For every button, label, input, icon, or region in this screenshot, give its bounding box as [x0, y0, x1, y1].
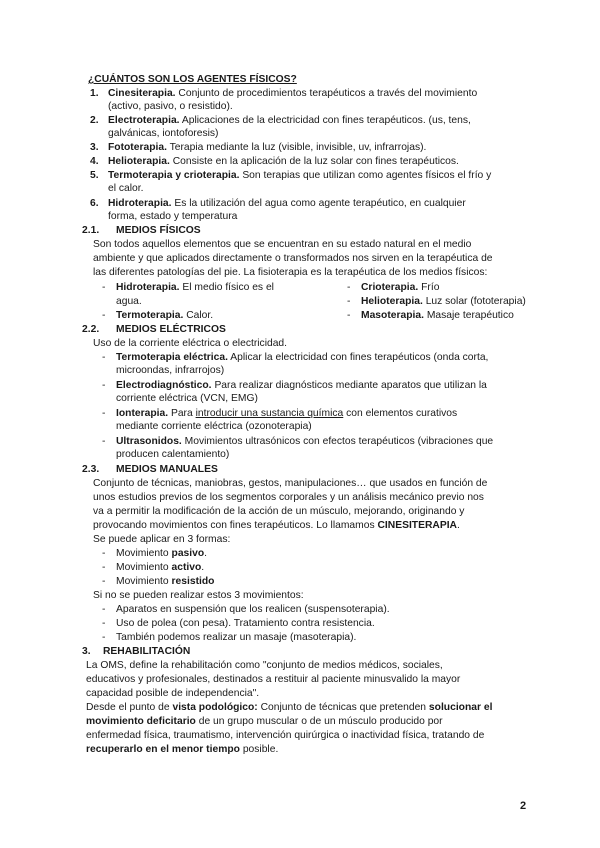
list-item-text: Ultrasonidos. Movimientos ultrasónicos con efectos terapéuticos (vibraciones que: [116, 436, 494, 447]
list-item: 1.: [90, 88, 99, 99]
paragraph-line: Uso de la corriente eléctrica o electricidad.: [93, 338, 288, 349]
paragraph-line: enfermedad física, traumatismo, intervención quirúrgica o inactividad física, tratando de: [86, 730, 485, 741]
section-number: 2.3.: [82, 464, 100, 475]
paragraph-line: recuperarlo en el menor tiempo posible.: [86, 744, 279, 755]
list-item-text: Aparatos en suspensión que los realicen (suspensoterapia).: [116, 604, 390, 615]
list-item-text: Electrodiagnóstico. Para realizar diagnósticos mediante aparatos que utilizan la: [116, 380, 487, 391]
list-item: 5.: [90, 170, 99, 181]
dash-bullet: -: [102, 408, 106, 419]
list-item-text: corriente eléctrica (VCN, EMG): [116, 393, 258, 404]
underlined-text: introducir una sustancia química: [195, 408, 344, 419]
dash-bullet: -: [347, 310, 351, 321]
paragraph-line: Desde el punto de vista podológico: Conjunto de técnicas que pretenden solucionar el: [86, 702, 493, 713]
dash-bullet: -: [102, 310, 106, 321]
paragraph-line: Se puede aplicar en 3 formas:: [93, 534, 231, 545]
list-item-text: Movimiento resistido: [116, 576, 215, 587]
list-item-text: Helioterapia. Consiste en la aplicación de la luz solar con fines terapéuticos.: [108, 156, 459, 167]
dash-bullet: -: [102, 282, 106, 293]
list-item-text: microondas, infrarrojos): [116, 365, 225, 376]
dash-bullet: -: [102, 380, 106, 391]
dash-bullet: -: [102, 436, 106, 447]
list-item-text: Hidroterapia. El medio físico es el: [116, 282, 274, 293]
dash-bullet: -: [347, 282, 351, 293]
list-item-text: mediante corriente eléctrica (ozonoterapia): [116, 421, 312, 432]
list-item-text: Uso de polea (con pesa). Tratamiento contra resistencia.: [116, 618, 375, 629]
list-item-text: Termoterapia. Calor.: [116, 310, 214, 321]
list-item-text: el calor.: [108, 183, 144, 194]
section-number: 2.2.: [82, 324, 100, 335]
paragraph-line: unos estudios previos de los segmentos corporales y un análisis mecánico previo nos: [93, 492, 484, 503]
section-heading: MEDIOS ELÉCTRICOS: [116, 324, 226, 335]
list-item-text: Electroterapia. Aplicaciones de la electricidad con fines terapéuticos. (us, tens,: [108, 115, 471, 126]
list-item-text: Masoterapia. Masaje terapéutico: [361, 310, 514, 321]
list-item-text: Crioterapia. Frío: [361, 282, 440, 293]
dash-bullet: -: [102, 604, 106, 615]
list-item-text: Movimiento activo.: [116, 562, 205, 573]
page-number: 2: [520, 800, 527, 812]
list-item-text: (activo, pasivo, o resistido).: [108, 101, 233, 112]
list-item-text: agua.: [116, 296, 142, 307]
dash-bullet: -: [102, 562, 106, 573]
dash-bullet: -: [102, 618, 106, 629]
paragraph-line: educativos y profesionales, destinados a restituir al paciente minusvalido la mayor: [86, 674, 461, 685]
section-number: 2.1.: [82, 225, 100, 236]
list-item: 4.: [90, 156, 99, 167]
section-number: 3.: [82, 646, 91, 657]
paragraph-line: Son todos aquellos elementos que se encuentran en su estado natural en el medio: [93, 239, 472, 250]
paragraph-line: capacidad posible de independencia".: [86, 688, 260, 699]
list-item-text: Termoterapia y crioterapia. Son terapias que utilizan como agentes físicos el frío y: [108, 170, 492, 181]
list-item: 6.: [90, 198, 99, 209]
paragraph-line: Si no se pueden realizar estos 3 movimientos:: [93, 590, 304, 601]
section-title: ¿CUÁNTOS SON LOS AGENTES FÍSICOS?: [88, 74, 297, 85]
list-item-text: producen calentamiento): [116, 449, 230, 460]
dash-bullet: -: [102, 352, 106, 363]
paragraph-line: las diferentes patologías del pie. La fisioterapia es la terapéutica de los medios físicos:: [93, 267, 488, 278]
list-item-text: Hidroterapia. Es la utilización del agua como agente terapéutico, en cualquier: [108, 198, 466, 209]
section-heading: MEDIOS MANUALES: [116, 464, 218, 475]
list-item-text: Termoterapia eléctrica. Aplicar la electricidad con fines terapéuticos (onda corta,: [116, 352, 489, 363]
dash-bullet: -: [102, 632, 106, 643]
paragraph-line: Conjunto de técnicas, maniobras, gestos, manipulaciones… que usados en función de: [93, 478, 488, 489]
dash-bullet: -: [102, 576, 106, 587]
paragraph-line: ambiente y que aplicados directamente o transformados nos sirven en la terapéutica de: [93, 253, 493, 264]
list-item: 3.: [90, 142, 99, 153]
list-item-text: forma, estado y temperatura: [108, 211, 238, 222]
section-heading: MEDIOS FÍSICOS: [116, 225, 201, 236]
list-item: 2.: [90, 115, 99, 126]
paragraph-line: movimiento deficitario de un grupo muscular o de un músculo producido por: [86, 716, 443, 727]
list-item-text: Cinesiterapia. Conjunto de procedimientos terapéuticos a través del movimiento: [108, 88, 478, 99]
paragraph-line: provocando movimientos con fines terapéuticos. Lo llamamos CINESITERAPIA.: [93, 520, 460, 531]
list-item-text: Helioterapia. Luz solar (fototerapia): [361, 296, 526, 307]
list-item-text: Movimiento pasivo.: [116, 548, 208, 559]
dash-bullet: -: [347, 296, 351, 307]
paragraph-line: va a permitir la modificación de la acción de un músculo, mejorando, originando y: [93, 506, 465, 517]
dash-bullet: -: [102, 548, 106, 559]
list-item-text: También podemos realizar un masaje (masoterapia).: [116, 632, 357, 643]
list-item-text: Fototerapia. Terapia mediante la luz (visible, invisible, uv, infrarrojas).: [108, 142, 427, 153]
paragraph-line: La OMS, define la rehabilitación como "conjunto de medios médicos, sociales,: [86, 660, 443, 671]
list-item-text: galvánicas, iontoforesis): [108, 128, 219, 139]
list-item-text: Ionterapia. Para introducir una sustancia química con elementos curativos: [116, 408, 458, 419]
section-heading: REHABILITACIÓN: [103, 646, 191, 657]
